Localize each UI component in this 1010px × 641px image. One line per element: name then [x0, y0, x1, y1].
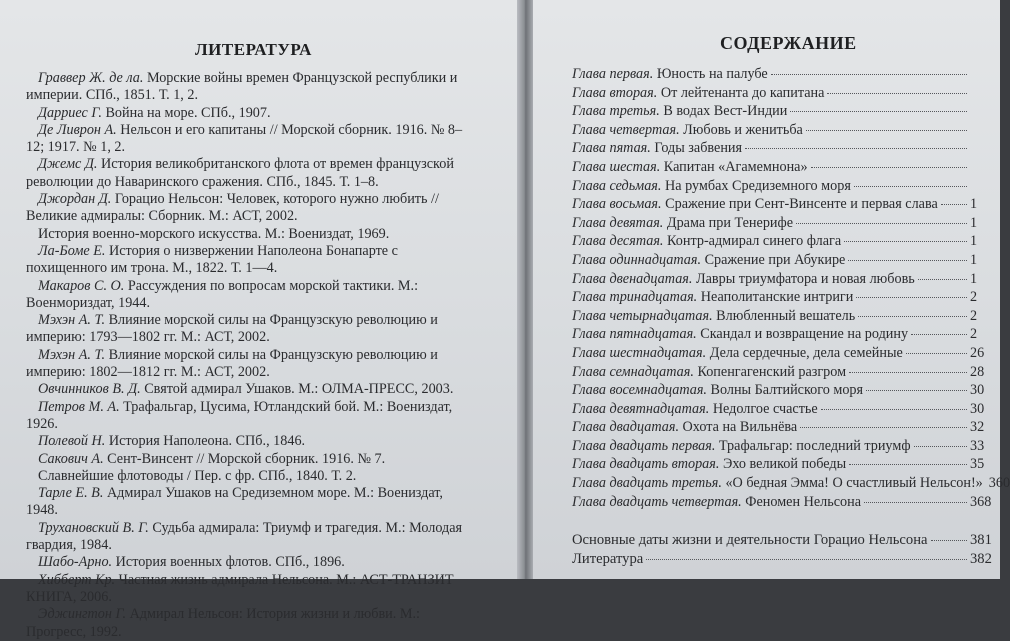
literature-entry — [0, 278, 471, 313]
toc-row — [572, 326, 1000, 345]
toc-title: Трафальгар: последний триумф — [718, 437, 911, 454]
toc-leader-dots — [858, 316, 967, 317]
toc-leader-dots — [914, 446, 967, 447]
toc-page-number: 33 — [970, 437, 985, 454]
toc-page-number: 26 — [970, 344, 985, 361]
entry-author: Макаров С. О. — [38, 277, 125, 294]
toc-title: Любовь и женитьба — [683, 121, 803, 138]
toc-chapter-label: Глава пятая. — [572, 140, 651, 157]
toc-chapter-label: Глава третья. — [572, 103, 660, 120]
toc-chapter-label: Глава одиннадцатая. — [572, 251, 702, 268]
entry-text: История о низвержении Наполеона Бонапарте с похищенного им трона. М., 1822. Т. 1—4. — [26, 242, 398, 277]
toc-leader-dots — [790, 111, 967, 112]
toc-chapter-label: Глава шестая. — [572, 158, 661, 175]
entry-author: Мэхэн А. Т. — [38, 312, 106, 329]
toc-row — [572, 532, 1000, 551]
toc-leader-dots — [646, 559, 967, 560]
toc-leader-dots — [827, 93, 967, 94]
toc-title: Драма при Тенерифе — [666, 214, 793, 231]
toc-chapter-label: Глава восемнадцатая. — [572, 382, 707, 399]
toc-row — [572, 438, 1000, 457]
toc-chapter-label: Глава первая. — [572, 66, 654, 82]
entry-author: Ла-Боме Е. — [38, 242, 106, 259]
entry-text: Нельсон и его капитаны // Морской сборник. 1916. № 8–12; 1917. № 1, 2. — [26, 121, 463, 156]
toc-title: Влюбленный вешатель — [716, 307, 856, 324]
toc-chapter-label: Глава пятнадцатая. — [572, 326, 697, 343]
toc-title: Охота на Вильнёва — [682, 419, 798, 436]
toc-page-number: 381 — [970, 532, 992, 549]
literature-entry — [0, 606, 471, 641]
entry-text: Война на море. СПб., 1907. — [105, 104, 271, 121]
entry-author: Петров М. А. — [38, 398, 120, 415]
toc-leader-dots — [745, 148, 967, 149]
toc-row — [572, 66, 1000, 85]
entry-author: Трухановский В. Г. — [38, 519, 149, 536]
toc-page-number: 1 — [970, 233, 978, 250]
toc-chapter-label: Глава двадцатая. — [572, 419, 679, 436]
toc-chapter-label: Глава десятая. — [572, 233, 664, 250]
literature-entry — [0, 347, 471, 382]
toc-title: Дела сердечные, дела семейные — [709, 344, 903, 361]
toc-title: Сражение при Сент-Винсенте и первая слава — [665, 196, 938, 213]
toc-chapter-label: Глава семнадцатая. — [572, 363, 694, 380]
entry-author: Шабо-Арно. — [38, 554, 113, 571]
toc-leader-dots — [821, 409, 967, 410]
entry-text: История Наполеона. СПб., 1846. — [108, 433, 306, 450]
toc-page-number: 1 — [970, 214, 978, 231]
entry-text: Влияние морской силы на Французскую революцию и империю: 1793—1802 гг. М.: АСТ, 2002. — [26, 312, 438, 346]
toc-row — [572, 159, 1000, 178]
toc-title: Лавры триумфатора и новая любовь — [695, 270, 915, 287]
toc-row — [572, 551, 1000, 570]
toc-page-number: 1 — [970, 251, 978, 268]
toc-page-number: 1 — [970, 196, 978, 213]
toc-chapter-label: Глава двадцать четвертая. — [572, 493, 742, 510]
toc-page-number: 2 — [970, 326, 978, 343]
toc-row — [572, 456, 1000, 475]
toc-title: Волны Балтийского моря — [710, 382, 864, 399]
literature-entry — [0, 381, 471, 398]
toc-row — [572, 289, 1000, 308]
toc-chapter-label: Глава шестнадцатая. — [572, 344, 707, 361]
toc-page-number: 1 — [970, 270, 978, 287]
toc-row — [572, 103, 1000, 122]
toc-row — [572, 140, 1000, 159]
toc-row — [572, 494, 1000, 513]
literature-entry — [0, 105, 471, 122]
entry-text: Частная жизнь адмирала Нельсона. М.: АСТ-ТРАНЗИТ КНИГА, 2006. — [26, 571, 454, 605]
toc-title: На румбах Средиземного моря — [665, 177, 851, 194]
toc-leader-dots — [854, 186, 967, 187]
entry-author: Дарриес Г. — [38, 104, 102, 121]
toc-row — [572, 345, 1000, 364]
toc-chapter-label: Глава восьмая. — [572, 196, 662, 213]
toc-title: Литература — [572, 550, 644, 567]
literature-entry — [0, 554, 471, 571]
entry-text: Морские войны времен Французской республики и империи. СПб., 1851. Т. 1, 2. — [26, 70, 458, 104]
toc-row — [572, 401, 1000, 420]
toc-page-number: 2 — [970, 289, 978, 306]
toc-title: Годы забвения — [654, 140, 743, 157]
literature-entry — [0, 70, 471, 105]
literature-heading: ЛИТЕРАТУРА — [195, 40, 312, 59]
toc-page-number: 30 — [970, 400, 985, 417]
toc-page-number: 32 — [970, 419, 985, 436]
toc-row — [572, 233, 1000, 252]
contents-heading: СОДЕРЖАНИЕ — [720, 33, 857, 53]
book-spine — [517, 0, 533, 579]
entry-text: История военно-морского искусства. М.: Воениздат, 1969. — [38, 225, 390, 242]
toc-page-number: 360 — [988, 475, 1010, 492]
toc-leader-dots — [771, 74, 967, 75]
toc-page-number: 2 — [970, 307, 978, 324]
entry-text: Судьба адмирала: Триумф и трагедия. М.: Молодая гвардия, 1984. — [26, 519, 463, 554]
entry-text: Рассуждения по вопросам морской тактики. М.: Военмориздат, 1944. — [26, 277, 419, 311]
entry-author: Сакович А. — [38, 450, 104, 467]
toc-title: «О бедная Эмма! О счастливый Нельсон!» — [725, 475, 983, 492]
toc-chapter-label: Глава двадцать вторая. — [572, 456, 720, 473]
toc-chapter-label: Глава вторая. — [572, 84, 658, 101]
entry-text: Славнейшие флотоводы / Пер. с фр. СПб., 1840. Т. 2. — [38, 467, 357, 484]
toc-leader-dots — [856, 297, 967, 298]
entry-author: Эджингтон Г. — [38, 606, 127, 623]
toc-leader-dots — [796, 223, 967, 224]
toc-row — [572, 252, 1000, 271]
toc-chapter-label: Глава девятнадцатая. — [572, 400, 710, 417]
entry-text: Сент-Винсент // Морской сборник. 1916. № 7. — [107, 450, 386, 467]
toc-row — [572, 196, 1000, 215]
literature-entry — [0, 243, 471, 278]
toc-row — [572, 475, 1010, 494]
toc-row — [572, 308, 1000, 327]
entry-author: Овчинников В. Д. — [38, 381, 141, 398]
toc-title: От лейтенанта до капитана — [660, 84, 825, 101]
literature-entry — [0, 226, 471, 243]
entry-text: История великобританского флота от времен французской революции до Наваринского сражения. СПб., 1845. Т. 1–8. — [26, 156, 454, 190]
entry-text: История военных флотов. СПб., 1896. — [115, 554, 345, 571]
toc-row — [572, 178, 1000, 197]
toc-chapter-label: Глава двадцать первая. — [572, 437, 716, 454]
toc-leader-dots — [811, 167, 967, 168]
toc-spacer — [572, 512, 1000, 532]
entry-author: Джордан Д. — [38, 191, 112, 208]
literature-entry — [0, 468, 471, 485]
entry-author: Хибберт Кр. — [38, 571, 116, 588]
toc-leader-dots — [866, 390, 967, 391]
toc-page-number: 368 — [970, 493, 992, 510]
literature-entry — [0, 485, 471, 520]
toc-title: Недолгое счастье — [712, 400, 818, 417]
toc-title: Феномен Нельсона — [745, 493, 861, 510]
toc-title: Сражение при Абукире — [704, 251, 846, 268]
toc-row — [572, 271, 1000, 290]
toc-title: Скандал и возвращение на родину — [700, 326, 909, 343]
toc-leader-dots — [918, 279, 967, 280]
entry-author: Граввер Ж. де ла. — [38, 70, 144, 86]
literature-entry — [0, 572, 471, 607]
toc-chapter-label: Глава двадцать третья. — [572, 475, 722, 492]
toc-row — [572, 364, 1000, 383]
literature-entry — [0, 399, 471, 434]
toc-leader-dots — [931, 540, 968, 541]
toc-chapter-label: Глава четвертая. — [572, 121, 680, 138]
toc-leader-dots — [864, 502, 967, 503]
literature-entry — [0, 312, 471, 347]
toc-leader-dots — [941, 204, 967, 205]
toc-leader-dots — [911, 334, 967, 335]
entry-text: Влияние морской силы на Французскую революцию и империю: 1802—1812 гг. М.: АСТ, 2002. — [26, 346, 438, 381]
toc-title: Контр-адмирал синего флага — [667, 233, 842, 250]
toc-leader-dots — [849, 464, 967, 465]
entry-text: Адмирал Ушаков на Средиземном море. М.: Воениздат, 1948. — [26, 485, 443, 519]
toc-page-number: 30 — [970, 382, 985, 399]
toc-row — [572, 215, 1000, 234]
entry-author: Де Ливрон А. — [38, 121, 117, 138]
toc-leader-dots — [848, 260, 967, 261]
toc-page-number: 35 — [970, 456, 985, 473]
toc-leader-dots — [906, 353, 967, 354]
toc-chapter-label: Глава тринадцатая. — [572, 289, 698, 306]
entry-text: Горацио Нельсон: Человек, которого нужно любить // Великие адмиралы: Сборник. М.: АСТ, 2002. — [26, 191, 439, 225]
toc-title: В водах Вест-Индии — [663, 103, 788, 120]
entry-text: Святой адмирал Ушаков. М.: ОЛМА-ПРЕСС, 2003. — [144, 381, 454, 398]
toc-leader-dots — [806, 130, 967, 131]
table-of-contents — [572, 66, 1010, 569]
toc-row — [572, 85, 1000, 104]
toc-chapter-label: Глава четырнадцатая. — [572, 307, 713, 324]
entry-text: Трафальгар, Цусима, Ютландский бой. М.: Воениздат, 1926. — [26, 398, 453, 432]
literature-entry — [0, 191, 471, 226]
toc-title: Неаполитанские интриги — [700, 289, 854, 306]
toc-title: Основные даты жизни и деятельности Горацио Нельсона — [572, 532, 928, 549]
toc-page-number: 382 — [970, 550, 992, 567]
toc-title: Копенгагенский разгром — [697, 363, 847, 380]
literature-entry — [0, 520, 471, 555]
toc-chapter-label: Глава седьмая. — [572, 177, 662, 194]
literature-entry — [0, 122, 471, 157]
toc-leader-dots — [849, 372, 967, 373]
literature-entry — [0, 433, 471, 450]
entry-text: Адмирал Нельсон: История жизни и любви. М.: Прогресс, 1992. — [26, 606, 420, 640]
entry-author: Полевой Н. — [38, 433, 106, 450]
toc-row — [572, 382, 1000, 401]
toc-page-number: 28 — [970, 363, 985, 380]
toc-chapter-label: Глава двенадцатая. — [572, 270, 693, 287]
toc-title: Эхо великой победы — [722, 456, 847, 473]
entry-author: Тарле Е. В. — [38, 485, 104, 502]
toc-row — [572, 122, 1000, 141]
entry-author: Джемс Д. — [38, 156, 98, 173]
toc-title: Капитан «Агамемнона» — [663, 158, 808, 175]
literature-entry — [0, 451, 471, 468]
toc-leader-dots — [800, 427, 967, 428]
entry-author: Мэхэн А. Т. — [38, 346, 106, 363]
toc-leader-dots — [844, 241, 967, 242]
literature-list — [0, 70, 500, 641]
toc-chapter-label: Глава девятая. — [572, 214, 664, 231]
literature-entry — [0, 156, 471, 191]
toc-row — [572, 419, 1000, 438]
toc-title: Юность на палубе — [656, 66, 768, 82]
